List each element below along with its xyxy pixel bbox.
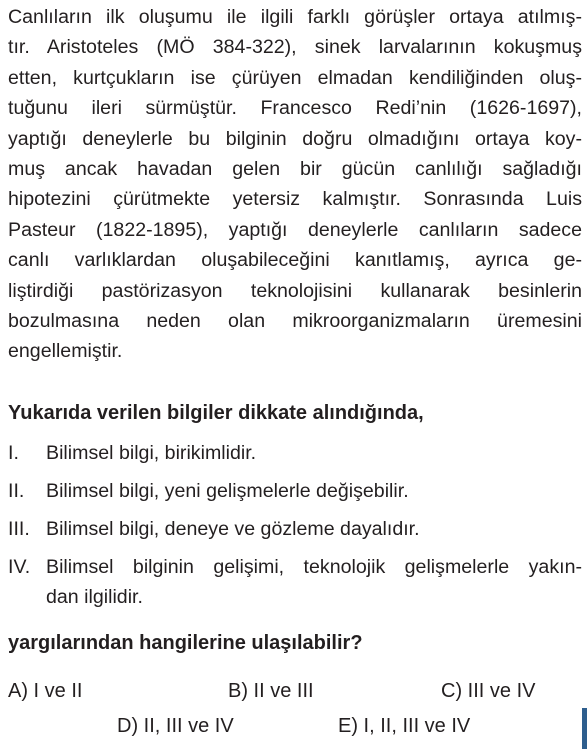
passage-line: muş ancak havadan gelen bir gücün canlılığı sağladığı: [8, 157, 582, 180]
statement-line: Bilimsel bilgi, birikimlidir.: [46, 442, 257, 464]
statement-line: Bilimsel bilgi, yeni gelişmelerle değişebilir.: [46, 480, 409, 502]
option-b[interactable]: B) II ve III: [228, 680, 314, 702]
statement-item: [8, 476, 582, 506]
statement-number: I.: [8, 442, 19, 464]
passage-line: etten, kurtçukların ise çürüyen elmadan kendiliğinden oluş-: [8, 66, 582, 89]
question-prompt: yargılarından hangilerine ulaşılabilir?: [8, 632, 363, 654]
passage-line: canlı varlıklardan oluşabileceğini kanıtlamış, ayrıca ge-: [8, 249, 582, 272]
statement-line: dan ilgilidir.: [46, 586, 143, 608]
statement-number: IV.: [8, 556, 31, 578]
passage-line: engellemiştir.: [8, 340, 123, 363]
passage-line: liştirdiği pastörizasyon teknolojisini kullanarak besinlerin: [8, 279, 582, 302]
statement-text: [46, 438, 582, 468]
statement-text: [46, 552, 582, 612]
statement-line: Bilimsel bilginin gelişimi, teknolojik gelişmelerle yakın-: [46, 556, 582, 578]
option-e[interactable]: E) I, II, III ve IV: [338, 715, 471, 737]
question-intro: Yukarıda verilen bilgiler dikkate alındığında,: [8, 402, 424, 424]
statement-item: [8, 514, 582, 544]
statement-text: [46, 514, 582, 544]
option-a[interactable]: A) I ve II: [8, 680, 83, 702]
statement-number: III.: [8, 518, 30, 540]
passage: [8, 2, 582, 367]
passage-line: hipotezini çürütmekte yetersiz kalmıştır. Sonrasında Luis: [8, 188, 582, 211]
statement-list: [8, 438, 582, 612]
option-d[interactable]: D) II, III ve IV: [117, 715, 234, 737]
passage-line: yaptığı deneylerle bu bilginin doğru olmadığını ortaya koy-: [8, 127, 582, 150]
statement-line: Bilimsel bilgi, deneye ve gözleme dayalıdır.: [46, 518, 420, 540]
option-c[interactable]: C) III ve IV: [441, 680, 536, 702]
passage-line: Canlıların ilk oluşumu ile ilgili farklı görüşler ortaya atılmış-: [8, 6, 582, 28]
page-edge-bar: [582, 708, 587, 749]
passage-line: bozulmasına neden olan mikroorganizmaların üremesini: [8, 309, 582, 332]
statement-item: [8, 438, 582, 468]
passage-line: tır. Aristoteles (MÖ 384-322), sinek larvalarının kokuşmuş: [8, 36, 582, 59]
statement-text: [46, 476, 582, 506]
passage-line: tuğunu ileri sürmüştür. Francesco Redi’nin (1626-1697),: [8, 97, 582, 120]
statement-number: II.: [8, 480, 25, 502]
passage-line: Pasteur (1822-1895), yaptığı deneylerle canlıların sadece: [8, 218, 582, 241]
statement-item: [8, 552, 582, 612]
